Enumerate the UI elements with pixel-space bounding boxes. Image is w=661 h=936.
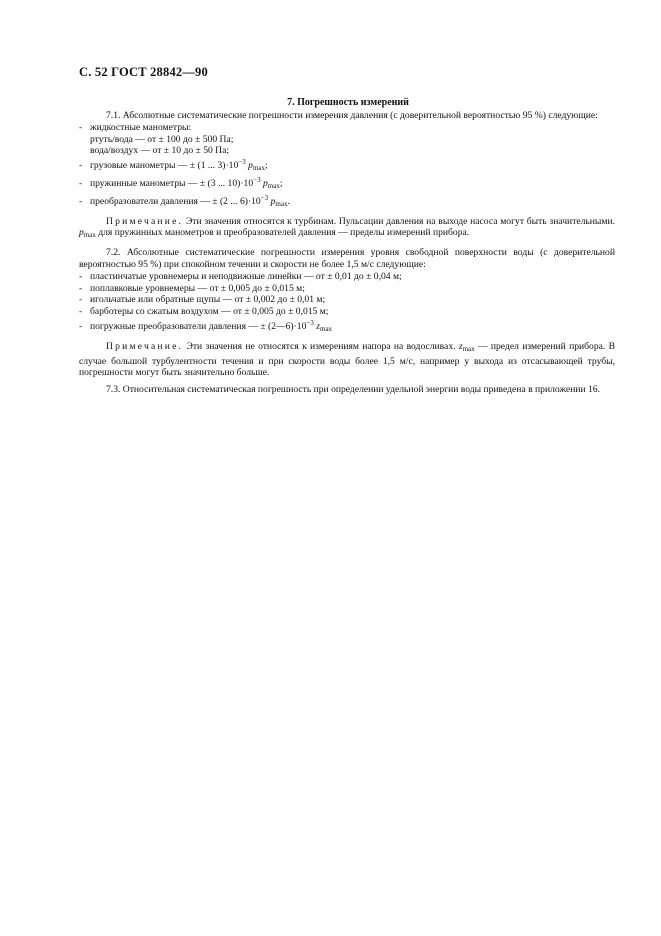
section-title: 7. Погрешность измерений bbox=[287, 97, 409, 108]
document-body bbox=[79, 110, 615, 396]
note-label: Примечание. bbox=[106, 215, 184, 227]
list-item: - поплавковые уровнемеры — от ± 0,005 до ± 0,015 м; bbox=[79, 282, 305, 294]
list-item: - игольчатые или обратные щупы — от ± 0,002 до ± 0,01 м; bbox=[79, 294, 326, 306]
paragraph-text: Абсолютные систематические погрешности измерения уровня свободной поверхности воды (с доверительной вероятностью 95 %) при спокойном течении и скорости не более 1,5 м/с следующие: bbox=[79, 247, 615, 270]
paragraph-text: Относительная систематическая погрешность при определении удельной энергии воды приведена в приложении 16. bbox=[122, 384, 600, 396]
paragraph-text: Абсолютные систематические погрешности измерения давления (с доверительной вероятностью 95 %) следующие: bbox=[122, 110, 598, 121]
list-subitem: ртуть/вода — от ± 100 до ± 500 Па; bbox=[90, 133, 234, 145]
page-header: С. 52 ГОСТ 28842—90 bbox=[79, 65, 208, 79]
list-item: - пружинные манометры — ± (3 ... $10)\cdot 10^{-3}$ $p_{max}$; bbox=[79, 175, 283, 190]
list-subitem: вода/воздух — от ± 10 до ± 50 Па; bbox=[90, 145, 230, 157]
paragraph-7-3 bbox=[79, 384, 615, 396]
paragraph-number: 7.3. bbox=[106, 384, 121, 396]
list-item: - грузовые манометры — ± (1 ... $3)\cdot 10^{-3}$ $p_{max}$; bbox=[79, 158, 268, 173]
paragraph-7-1 bbox=[79, 110, 615, 122]
paragraph-number: 7.2. bbox=[106, 247, 121, 259]
paragraph-number: 7.1. bbox=[106, 110, 121, 121]
note-1: Примечание. Эти значения относятся к турбинам. Пульсации давления на выходе насоса могут быть значительными. $p_{max}$ для пружинных манометров и преобразователей давления — пределы измерений прибора. bbox=[79, 215, 615, 240]
list-item: - жидкостные манометры: bbox=[79, 121, 192, 133]
paragraph-7-2 bbox=[79, 247, 615, 271]
list-item: - преобразователи давления — ± (2 ... $6)\cdot 10^{-3}$ $p_{max}$. bbox=[79, 193, 290, 208]
list-item: - погружные преобразователи давления — ± $(2—6)\cdot 10^{-3}$ $z_{max}$ bbox=[79, 318, 333, 333]
note-2: Примечание. Эти значения не относятся к измерениям напора на водосливах. $z_{max}$ — предел измерений прибора. В случае большой турбулентности течения и при скорости воды более 1,5 м/с, например у выхода из отсасывающей трубы, погрешности могут быть значительно больше. bbox=[79, 340, 615, 379]
list-item: - барботеры со сжатым воздухом — от ± 0,005 до ± 0,015 м; bbox=[79, 306, 329, 318]
note-label: Примечание. bbox=[106, 340, 184, 352]
list-item: - пластинчатые уровнемеры и неподвижные линейки — от ± 0,01 до ± 0,04 м; bbox=[79, 270, 402, 282]
